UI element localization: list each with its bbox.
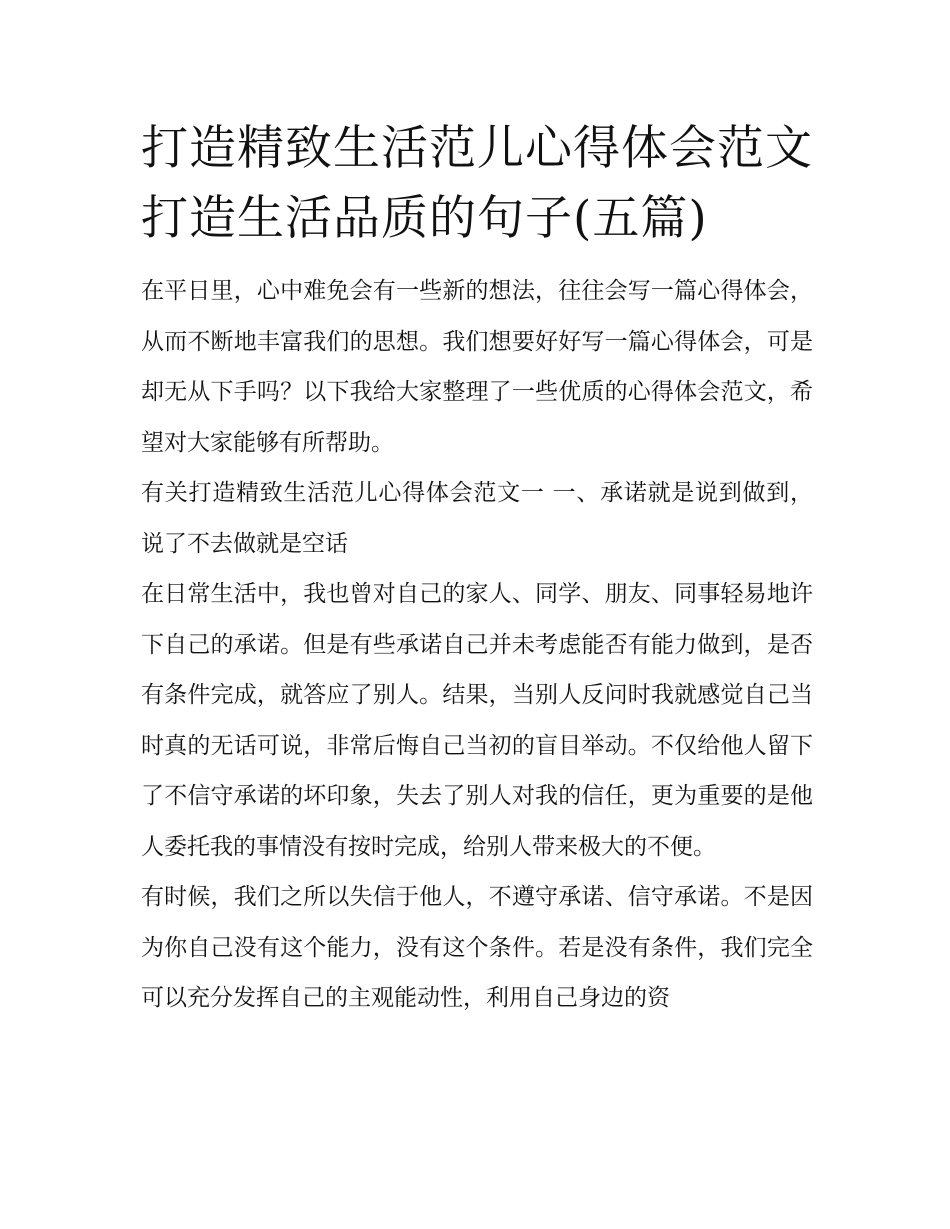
section-heading-paragraph: 有关打造精致生活范儿心得体会范文一 一、承诺就是说到做到，说了不去做就是空话: [141, 480, 813, 557]
intro-paragraph: 在平日里，心中难免会有一些新的想法，往往会写一篇心得体会，从而不断地丰富我们的思想。我们想要好好写一篇心得体会，可是却无从下手吗？以下我给大家整理了一些优质的心得体会范文，希望对大家能够有所帮助。: [141, 278, 813, 456]
document-body: [141, 114, 813, 1024]
body-paragraph: 在日常生活中，我也曾对自己的家人、同学、朋友、同事轻易地许下自己的承诺。但是有些承诺自己并未考虑能否有能力做到，是否有条件完成，就答应了别人。结果，当别人反问时我就感觉自己当时真的无话可说，非常后悔自己当初的盲目举动。不仅给他人留下了不信守承诺的坏印象，失去了别人对我的信任，更为重要的是他人委托我的事情没有按时完成，给别人带来极大的不便。: [141, 581, 813, 860]
body-paragraph: 有时候，我们之所以失信于他人，不遵守承诺、信守承诺。不是因为你自己没有这个能力，没有这个条件。若是没有条件，我们完全可以充分发挥自己的主观能动性，利用自己身边的资: [141, 884, 813, 1011]
document-title: 打造精致生活范儿心得体会范文 打造生活品质的句子(五篇): [141, 121, 813, 246]
